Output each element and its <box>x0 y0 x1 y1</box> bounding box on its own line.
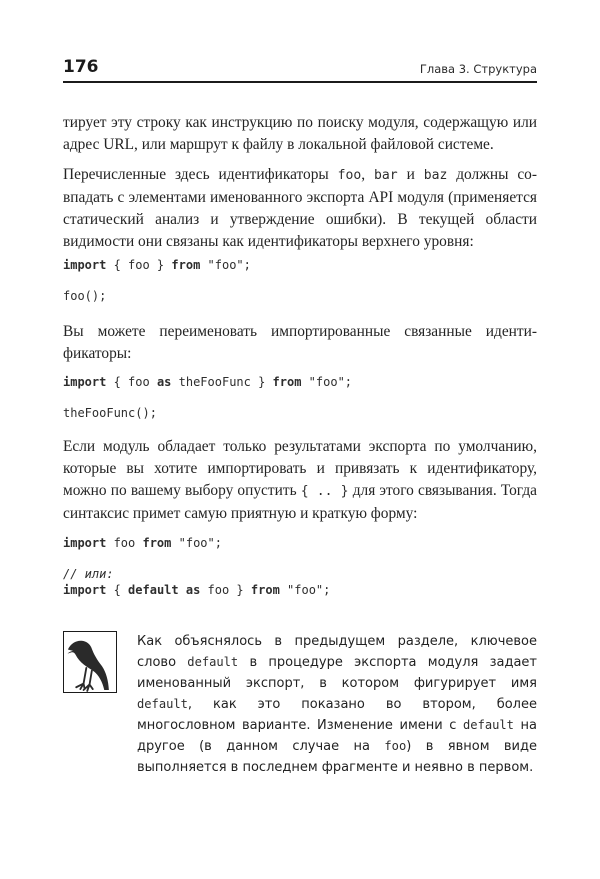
chapter-title: Глава 3. Структура <box>419 61 537 76</box>
paragraph-4: Если модуль обладает только результатами экспорта по умолчанию, которые вы хотите импортировать и привязать к идентификатору, можно по вашему выбору опустить { .. } для этого связывания. Тогда синтаксис примет самую приятную и краткую форму: <box>63 438 537 522</box>
page-body <box>63 112 537 778</box>
page-header <box>63 0 537 81</box>
code-block-1: import { foo } from "foo"; foo(); <box>63 258 251 303</box>
paragraph-3: Вы можете переименовать импортированные связанные идентификаторы: <box>63 322 537 362</box>
page-number: 176 <box>63 57 99 77</box>
note-callout <box>63 631 537 778</box>
note-text: Как объяснялось в предыдущем разделе, ключевое слово default в процедуре экспорта модуля задает именованный экспорт, в котором фигурирует имя default, как это показано во втором, более многословном варианте. Изменение имени с default на другое (в данном случае на foo) в явном виде выполняется в последнем фрагменте и неявно в первом. <box>137 634 537 775</box>
header-rule <box>63 81 537 83</box>
paragraph-1: тирует эту строку как инструкцию по поиску модуля, содержащую или адрес URL, или маршрут к файлу в локальной файловой системе. <box>63 114 537 153</box>
crow-icon <box>63 631 117 693</box>
code-block-3: import foo from "foo"; // или: import { default as foo } from "foo"; <box>63 536 331 597</box>
paragraph-2: Перечисленные здесь идентификаторы foo, bar и baz должны совпадать с элементами именованного экспорта API модуля (применяется статический анализ и утверждение ошибки). В текущей области видимости они связаны как идентификаторы верхнего уровня: <box>63 166 537 250</box>
code-block-2: import { foo as theFooFunc } from "foo"; theFooFunc(); <box>63 374 353 420</box>
